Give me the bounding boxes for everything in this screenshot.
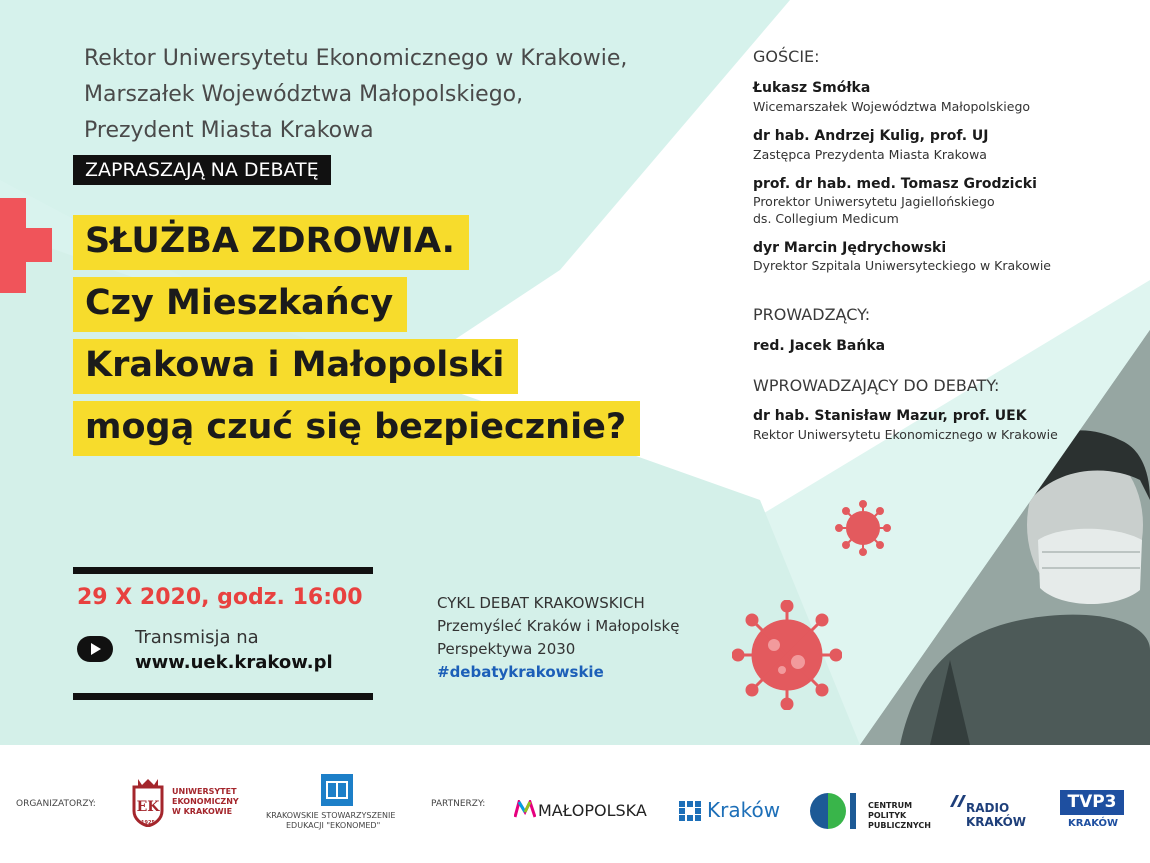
cpp-logo-line: POLITYK [868,811,907,820]
malopolska-logo-text: MAŁOPOLSKA [538,801,647,820]
guest-role: Wicemarszałek Województwa Małopolskiego [753,99,1031,114]
title-line: Krakowa i Małopolski [73,339,518,394]
red-cross-icon [0,198,52,293]
tvp3-logo: TVP3 [1060,790,1124,815]
radio-krakow-line: KRAKÓW [966,815,1027,829]
introducer-role: Rektor Uniwersytetu Ekonomicznego w Krakowie [753,427,1058,442]
cycle-title: CYKL DEBAT KRAKOWSKICH [437,594,645,612]
krakow-logo-icon [679,801,701,821]
introducer-heading: WPROWADZAJĄCY DO DEBATY: [753,376,1000,395]
tvp3-sub: KRAKÓW [1068,818,1119,829]
guest-name: Łukasz Smółka [753,80,871,96]
guest-name: dr hab. Andrzej Kulig, prof. UJ [753,128,989,144]
guest-role: Zastępca Prezydenta Miasta Krakowa [753,147,987,162]
organizers-label: ORGANIZATORZY: [16,799,96,809]
organizer-line: Prezydent Miasta Krakowa [84,118,374,143]
guest-name: prof. dr hab. med. Tomasz Grodzicki [753,176,1037,192]
svg-text:EK: EK [136,799,160,815]
ekonomed-line: KRAKOWSKIE STOWARZYSZENIE [266,811,396,820]
introducer-name: dr hab. Stanisław Mazur, prof. UEK [753,408,1027,424]
uek-year: 1925 [141,820,155,826]
uek-logo-line: EKONOMICZNY [172,797,239,806]
radio-krakow-icon [948,795,966,807]
divider-bottom [73,693,373,700]
partners-label: PARTNERZY: [431,799,486,809]
ekonomed-line: EDUKACJI "EKONOMED" [286,821,381,830]
uek-logo-line: UNIWERSYTET [172,787,237,796]
invite-label: ZAPRASZAJĄ NA DEBATĘ [73,155,331,185]
event-date: 29 X 2020, godz. 16:00 [77,585,363,610]
uek-logo-line: W KRAKOWIE [172,807,233,816]
title-line: Czy Mieszkańcy [73,277,407,332]
malopolska-logo-icon [514,800,536,818]
cycle-subtitle: Przemyśleć Kraków i Małopolskę [437,617,680,635]
guests-heading: GOŚCIE: [753,47,820,66]
guest-role: Dyrektor Szpitala Uniwersyteckiego w Krakowie [753,258,1051,273]
moderator-name: red. Jacek Bańka [753,338,886,354]
guest-role: Prorektor Uniwersytetu Jagiellońskiego [753,194,995,209]
krakow-logo-text: Kraków [707,798,781,822]
ekonomed-logo-icon [321,774,353,806]
title-line: mogą czuć się bezpiecznie? [73,401,640,456]
moderator-heading: PROWADZĄCY: [753,305,871,324]
guest-role: ds. Collegium Medicum [753,211,899,226]
title-line: SŁUŻBA ZDROWIA. [73,215,469,270]
hashtag[interactable]: #debatykrakowskie [437,663,604,681]
organizer-line: Rektor Uniwersytetu Ekonomicznego w Krakowie, [84,46,628,71]
stream-link[interactable]: www.uek.krakow.pl [135,652,333,673]
cpp-logo-icon [810,793,864,829]
cpp-logo-line: CENTRUM [868,801,913,810]
organizer-line: Marszałek Województwa Małopolskiego, [84,82,524,107]
virus-icon [835,500,891,556]
cpp-logo-line: PUBLICZNYCH [868,821,931,830]
cycle-perspective: Perspektywa 2030 [437,640,576,658]
virus-icon [732,600,842,710]
guest-name: dyr Marcin Jędrychowski [753,240,947,256]
transmission-label: Transmisja na [135,627,259,648]
radio-krakow-line: RADIO [966,801,1010,815]
divider-top [73,567,373,574]
play-icon[interactable] [77,636,113,662]
